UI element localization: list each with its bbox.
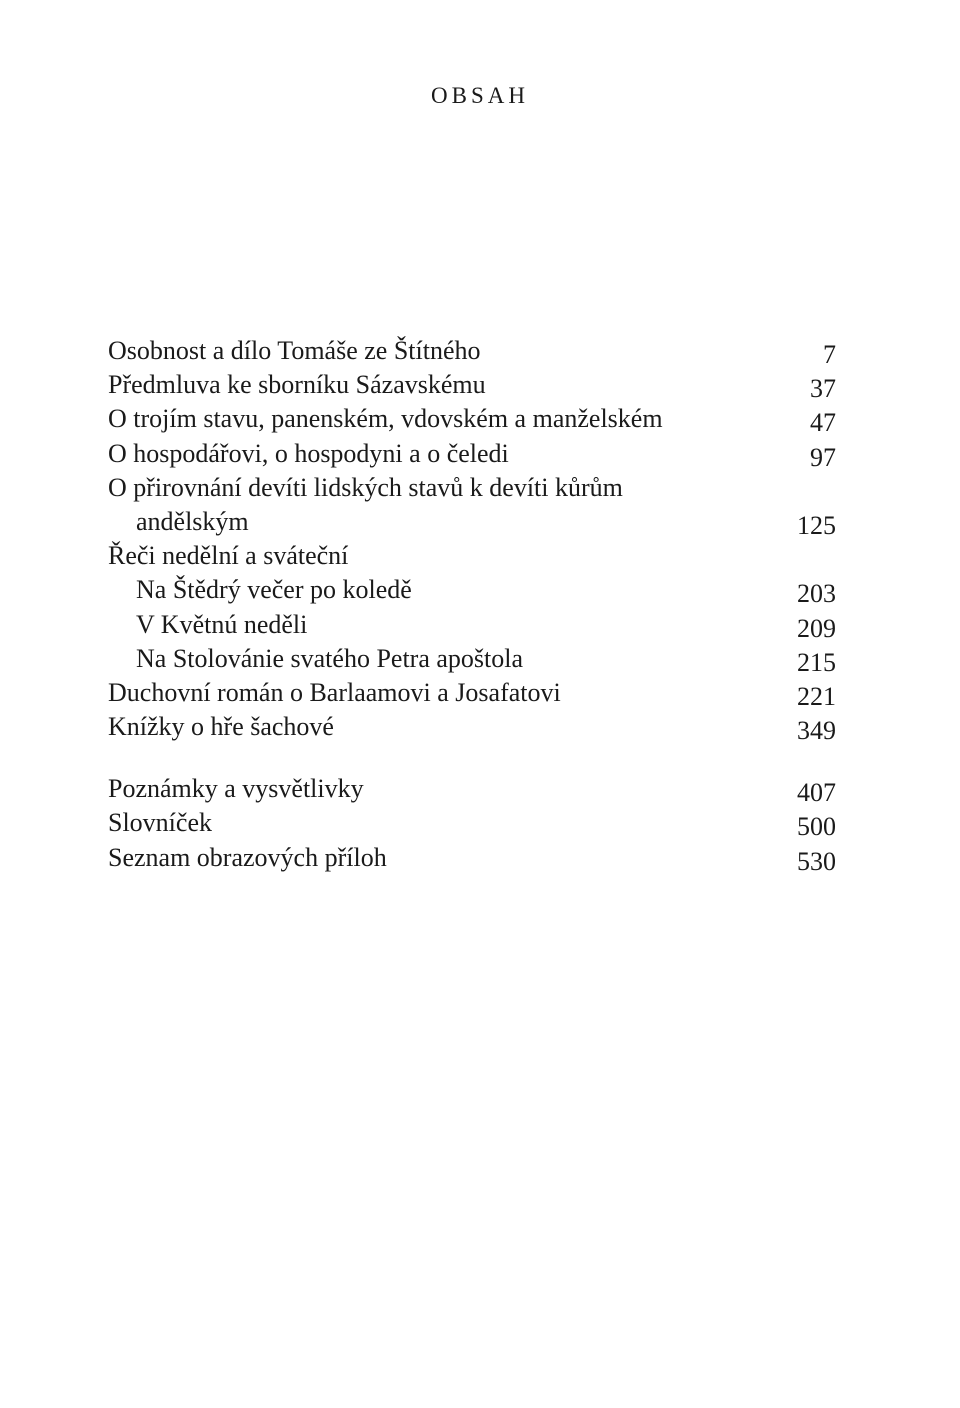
toc-entry-title: Řeči nedělní a sváteční <box>108 541 349 571</box>
toc-entry-page: 221 <box>797 681 836 711</box>
toc-entry-title: Seznam obrazových příloh <box>108 842 387 872</box>
toc-entry-title: O trojím stavu, panenském, vdovském a manželském <box>108 404 663 434</box>
toc-section-heading[interactable] <box>108 539 836 573</box>
toc-appendix-entry[interactable] <box>108 806 836 840</box>
toc-entry-page: 530 <box>797 846 836 876</box>
page-title: OBSAH <box>431 83 529 108</box>
toc-entry-title: V Květnú neděli <box>136 609 308 639</box>
toc-entry-continuation[interactable] <box>108 505 836 539</box>
table-of-contents <box>108 334 836 875</box>
toc-entry-page: 215 <box>797 647 836 677</box>
toc-entry-title: Na Stolovánie svatého Petra apoštola <box>136 643 524 673</box>
toc-entry-page: 203 <box>797 579 836 609</box>
toc-entry-title: Osobnost a dílo Tomáše ze Štítného <box>108 336 481 365</box>
toc-entry-page: 407 <box>797 778 836 808</box>
toc-entry-title: Knížky o hře šachové <box>108 712 334 742</box>
toc-subentry[interactable] <box>108 608 836 642</box>
toc-appendix-entry[interactable] <box>108 772 836 806</box>
toc-entry[interactable] <box>108 334 836 368</box>
toc-entry-title: O hospodářovi, o hospodyni a o čeledi <box>108 438 509 468</box>
toc-entry-page: 500 <box>797 812 836 842</box>
toc-subentry[interactable] <box>108 573 836 607</box>
toc-entry[interactable] <box>108 368 836 402</box>
toc-entry-page: 349 <box>797 716 836 746</box>
toc-entry-title: Na Štědrý večer po koledě <box>136 575 412 605</box>
toc-entry-page: 97 <box>810 442 836 472</box>
toc-entry-title: O přirovnání devíti lidských stavů k devíti kůrům <box>108 472 623 502</box>
toc-appendix-entry[interactable] <box>108 841 836 875</box>
toc-entry-title: Duchovní román o Barlaamovi a Josafatovi <box>108 677 561 707</box>
toc-entry[interactable] <box>108 710 836 744</box>
toc-entry-page: 47 <box>810 408 836 438</box>
toc-entry-title: Poznámky a vysvětlivky <box>108 774 364 804</box>
toc-entry[interactable] <box>108 676 836 710</box>
toc-entry-page: 7 <box>823 340 836 369</box>
toc-entry[interactable] <box>108 402 836 436</box>
toc-entry-title: Slovníček <box>108 808 212 838</box>
toc-entry-title: Předmluva ke sborníku Sázavskému <box>108 370 486 400</box>
toc-entry-page: 125 <box>797 510 836 540</box>
toc-subentry[interactable] <box>108 642 836 676</box>
toc-entry-page: 37 <box>810 374 836 404</box>
toc-entry[interactable] <box>108 437 836 471</box>
toc-entry-page: 209 <box>797 613 836 643</box>
toc-entry-title: andělským <box>136 506 249 536</box>
toc-entry[interactable] <box>108 471 836 505</box>
